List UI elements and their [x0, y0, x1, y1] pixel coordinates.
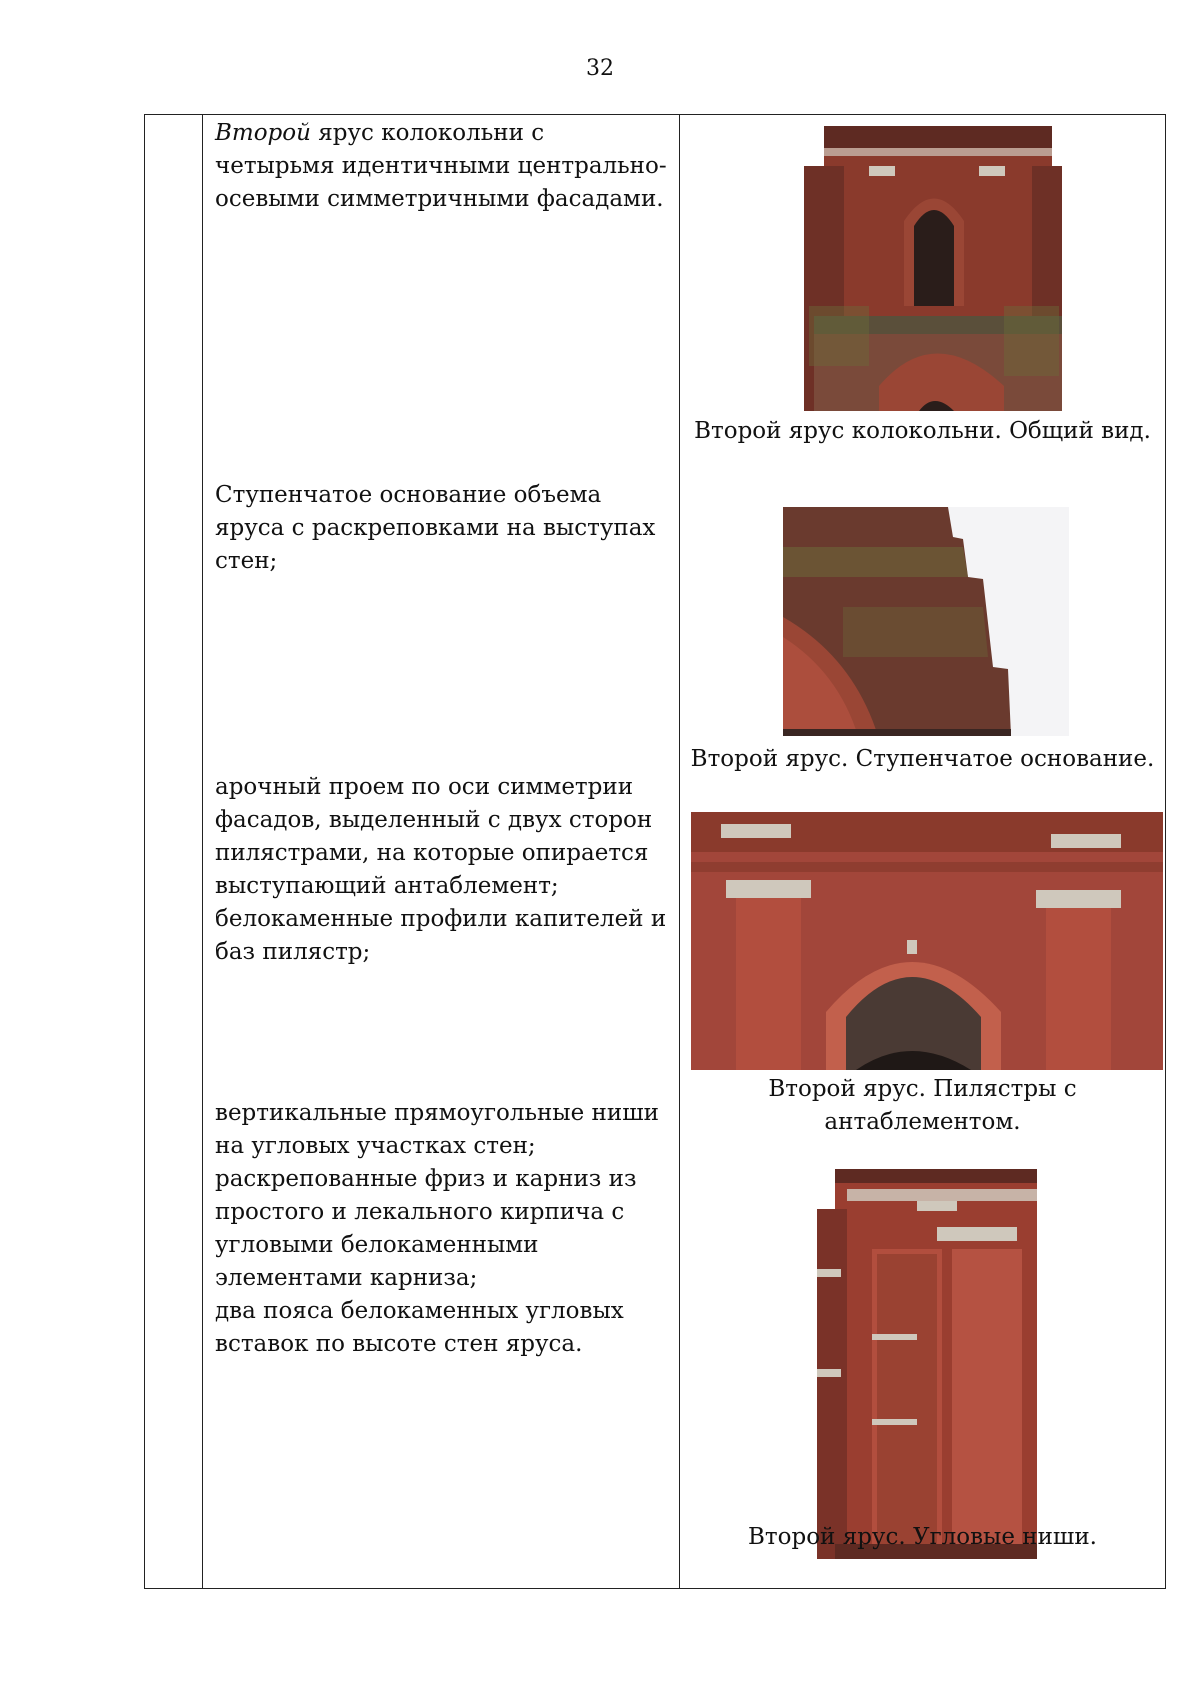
row-1-text	[215, 117, 667, 216]
caption-photo-3: Второй ярус. Пилястры с антаблементом.	[768, 1076, 1077, 1135]
number-column	[145, 115, 203, 1589]
row-3-text	[215, 771, 667, 969]
caption-photo-1: Второй ярус колокольни. Общий вид.	[694, 418, 1151, 444]
photo-corner-niches	[817, 1169, 1037, 1559]
photo-pilasters-entablature	[691, 812, 1163, 1070]
row-2-text: Ступенчатое основание объема яруса с раскреповками на выступах стен;	[215, 482, 656, 574]
text-column	[203, 115, 680, 1589]
description-table	[144, 114, 1166, 1589]
row-1-body: ярус колокольни с четырьмя идентичными центрально-осевыми симметричными фасадами.	[215, 120, 667, 212]
caption-photo-2: Второй ярус. Ступенчатое основание.	[690, 746, 1155, 772]
photo-stepped-base	[783, 507, 1069, 736]
photo-bell-tower-general	[794, 126, 1082, 411]
row-4-line-1: вертикальные прямоугольные ниши на угловых участках стен;	[215, 1100, 659, 1159]
row-4-text	[215, 1097, 667, 1361]
row-4-line-2: раскрепованные фриз и карниз из простого и лекального кирпича с угловыми белокаменными элементами карниза;	[215, 1166, 637, 1291]
row-1-italic: Второй	[215, 120, 311, 146]
row-3-line-1: арочный проем по оси симметрии фасадов, выделенный с двух сторон пилястрами, на которые опирается выступающий антаблемент;	[215, 774, 653, 899]
row-4-line-3: два пояса белокаменных угловых вставок по высоте стен яруса.	[215, 1298, 624, 1357]
row-3-line-2: белокаменные профили капителей и баз пилястр;	[215, 906, 667, 965]
caption-photo-4: Второй ярус. Угловые ниши.	[748, 1524, 1097, 1550]
photo-column	[680, 115, 1166, 1589]
page-number: 32	[586, 56, 614, 81]
